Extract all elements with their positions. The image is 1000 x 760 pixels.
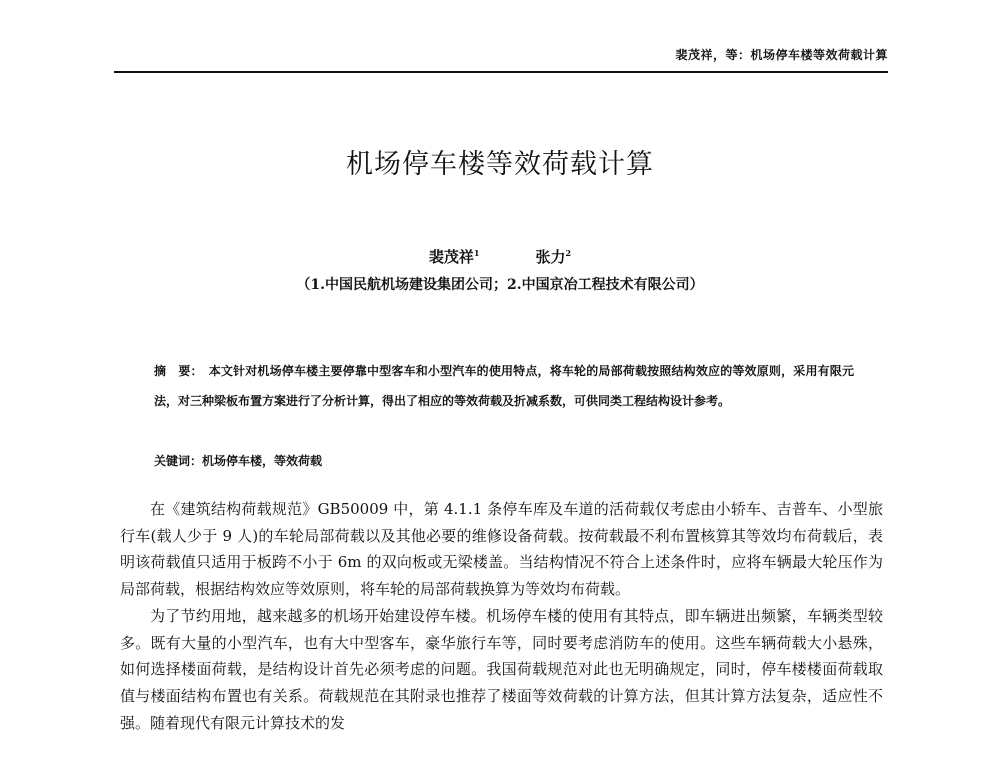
author-name: 裴茂祥: [428, 248, 474, 266]
abstract-text: 本文针对机场停车楼主要停靠中型客车和小型汽车的使用特点，将车轮的局部荷载按照结构效应的等效原则，采用有限元法，对三种梁板布置方案进行了分析计算，得出了相应的等效荷载及折减系数，可供同类工程结构设计参考。: [154, 364, 854, 408]
abstract-label: 摘 要：: [154, 364, 203, 378]
body-text: [120, 496, 883, 736]
keywords-label: 关键词：: [154, 454, 203, 468]
author-line: [0, 246, 1000, 267]
body-paragraph: 在《建筑结构荷载规范》GB50009 中，第 4.1.1 条停车库及车道的活荷载仅考虑由小轿车、吉普车、小型旅行车(载人少于 9 人)的车轮局部荷载以及其他必要的维修设备荷载。按荷载最不利布置核算其等效均布荷载后，表明该荷载值只适用于板跨不小于 6m 的双向板或无梁楼盖。当结构情况不符合上述条件时，应将车辆最大轮压作为局部荷载，根据结构效应等效原则，将车轮的局部荷载换算为等效均布荷载。: [120, 500, 883, 599]
keywords: [154, 446, 854, 476]
body-paragraph: 为了节约用地，越来越多的机场开始建设停车楼。机场停车楼的使用有其特点，即车辆进出频繁，车辆类型较多。既有大量的小型汽车，也有大中型客车，豪华旅行车等，同时要考虑消防车的使用。这些车辆荷载大小悬殊，如何选择楼面荷载，是结构设计首先必须考虑的问题。我国荷载规范对此也无明确规定，同时，停车楼楼面荷载取值与楼面结构布置也有关系。荷载规范在其附录也推荐了楼面等效荷载的计算方法，但其计算方法复杂，适应性不强。随着现代有限元计算技术的发: [120, 606, 883, 732]
paper-title: 机场停车楼等效荷载计算: [346, 149, 654, 180]
author-affiliation-mark: 2: [565, 248, 572, 258]
keywords-text: 机场停车楼，等效荷载: [202, 454, 323, 468]
affiliations: （1.中国民航机场建设集团公司；2.中国京冶工程技术有限公司）: [296, 277, 704, 293]
author-affiliation-mark: 1: [473, 248, 480, 258]
header-rule: [114, 71, 888, 73]
author-2: [536, 248, 572, 266]
author-1: [429, 248, 480, 266]
abstract: [154, 356, 854, 416]
running-head: 裴茂祥，等：机场停车楼等效荷载计算: [675, 48, 888, 62]
author-name: 张力: [535, 248, 566, 266]
